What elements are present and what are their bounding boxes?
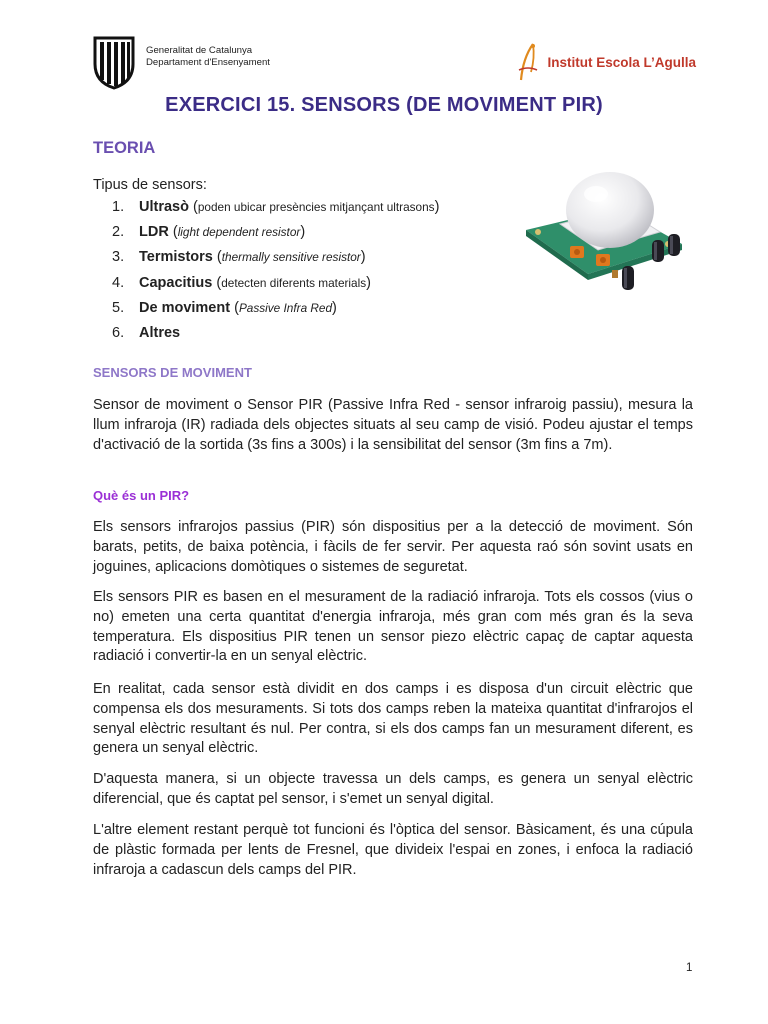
sensor-type-desc: thermally sensitive resistor — [221, 250, 361, 265]
generalitat-text — [146, 45, 270, 69]
school-logo-icon — [515, 42, 541, 82]
department-name: Departament d'Ensenyament — [146, 57, 270, 68]
list-item: 4. Capacitius (detecten diferents materials) — [112, 274, 371, 291]
sensor-type-desc: Passive Infra Red — [238, 300, 333, 315]
sensor-type-name: Capacitius — [139, 274, 213, 291]
motion-sensors-paragraph: Sensor de moviment o Sensor PIR (Passive Infra Red - sensor infraroig passiu), mesura la llum infraroja (IR) radiada dels objectes situats al seu camp de visió. Podeu ajustar el temps d'activació de la sortida (3s fins a 300s) i la sensibilitat del sensor (3m fins a 7m). — [93, 397, 693, 453]
sensor-type-name: Termistors — [139, 249, 213, 266]
generalitat-name: Generalitat de Catalunya — [146, 45, 253, 56]
motion-sensors-heading: SENSORS DE MOVIMENT — [93, 365, 252, 380]
teoria-heading: TEORIA — [93, 139, 156, 157]
school-name: Institut Escola L’Agulla — [547, 54, 696, 70]
list-item: 6. Altres — [112, 324, 181, 341]
pir-sensor-image — [522, 166, 692, 300]
pir-paragraph-4: D'aquesta manera, si un objecte travessa un dels camps, es genera un senyal elèctric diferencial, que és captat pel sensor, i s'emet un senyal digital. — [93, 771, 693, 807]
document-header — [92, 34, 696, 90]
generalitat-logo-icon — [92, 34, 136, 90]
sensor-type-name: De moviment — [139, 299, 231, 316]
pir-paragraph-5: L'altre element restant perquè tot funcioni és l'òptica del sensor. Bàsicament, és una cúpula de plàstic formada per lents de Fresnel, que divideix l'espai en zones, i enfoca la radiació infraroja a cadascun dels camps del PIR. — [93, 822, 693, 878]
page-title: EXERCICI 15. SENSORS (DE MOVIMENT PIR) — [165, 94, 603, 116]
list-item: 2. LDR (light dependent resistor) — [112, 224, 306, 241]
sensor-types-list — [112, 199, 439, 350]
page-number: 1 — [686, 962, 693, 974]
pir-paragraph-2: Els sensors PIR es basen en el mesurament de la radiació infraroja. Tots els cossos (vius o no) emeten una certa quantitat d'energia infraroja, més gran com més gran és la seva temperatura. Els dispositius PIR tenen un sensor piezo elèctric capaç de captar aquesta radiació i convertir-la en un senyal elèctric. — [93, 589, 693, 665]
pir-paragraph-1: Els sensors infrarojos passius (PIR) són dispositius per a la detecció de moviment. Són barats, petits, de baixa potència, i fàcils de fer servir. Per aquesta raó són sovint usats en joguines, aplicacions domòtiques o sistemes de seguretat. — [93, 519, 693, 575]
sensor-type-desc: light dependent resistor — [177, 225, 301, 240]
list-item: 3. Termistors (thermally sensitive resistor) — [112, 249, 366, 266]
sensor-type-name: Altres — [139, 324, 181, 341]
list-item: 5. De moviment (Passive Infra Red) — [112, 299, 337, 316]
sensor-types-intro: Tipus de sensors: — [93, 177, 207, 193]
sensor-type-name: LDR — [139, 224, 169, 241]
sensor-type-desc: detecten diferents materials — [221, 275, 367, 290]
what-is-pir-heading: Què és un PIR? — [93, 488, 190, 503]
pir-paragraph-3: En realitat, cada sensor està dividit en dos camps i es disposa d'un circuit elèctric que compensa els dos mesuraments. Si tots dos camps reben la mateixa quantitat d'infrarojos el senyal elèctric resultant és nul. Per contra, si els dos camps fan un mesurament diferent, es genera un senyal elèctric. — [93, 681, 693, 757]
sensor-type-desc: poden ubicar presències mitjançant ultrasons — [197, 200, 435, 214]
school-brand — [515, 42, 696, 82]
list-item: 1. Ultrasò (poden ubicar presències mitjançant ultrasons) — [112, 199, 440, 215]
sensor-type-name: Ultrasò — [139, 199, 189, 215]
